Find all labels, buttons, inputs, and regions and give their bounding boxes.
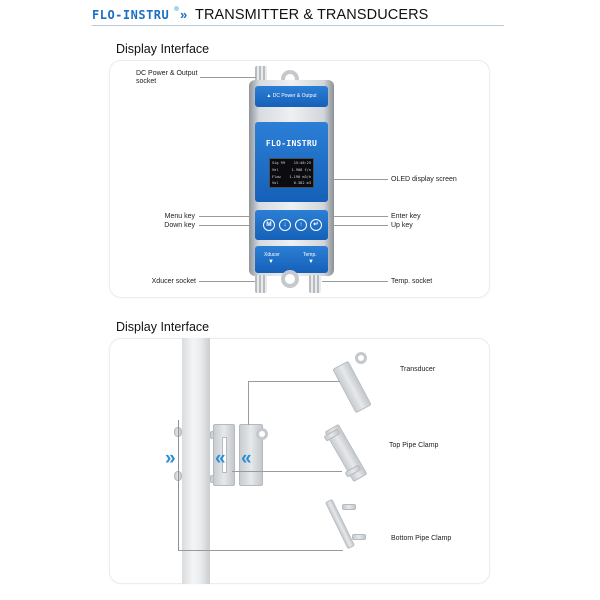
leader-line [248, 381, 340, 382]
dc-power-label-panel [255, 86, 328, 107]
down-arrow-icon: ▼ [268, 259, 274, 265]
callout-temp-socket: Temp. socket [391, 278, 433, 285]
clamp-arm [352, 534, 366, 540]
callout-bottom-pipe-clamp: Bottom Pipe Clamp [391, 535, 452, 542]
leader-line [248, 381, 249, 425]
clamp-arm [342, 504, 356, 510]
dc-power-label: ▲ DC Power & Output [266, 93, 317, 99]
oled-row: Vol 6.382 m3 [272, 181, 311, 186]
section-title-display-interface: Display Interface [116, 42, 210, 56]
up-key-button[interactable]: ↑ [295, 219, 307, 231]
display-panel [255, 122, 328, 202]
oled-display-screen [269, 158, 314, 188]
bottom-mount-knob [281, 270, 299, 288]
down-arrow-icon: ▼ [308, 259, 314, 265]
temp-connector [309, 275, 321, 293]
page-title: TRANSMITTER & TRANSDUCERS [195, 7, 429, 23]
xducer-connector [255, 275, 267, 293]
leader-line [232, 471, 342, 472]
oled-row: Vel 1.908 f/s [272, 167, 311, 172]
leader-line [330, 216, 388, 217]
down-key-button[interactable]: ↓ [279, 219, 291, 231]
leader-line [330, 225, 388, 226]
clamp-rod [178, 420, 179, 550]
temp-label: Temp. [303, 252, 317, 258]
socket-label-panel [255, 246, 328, 273]
leader-line [199, 225, 251, 226]
callout-xducer-socket: Xducer socket [151, 278, 196, 285]
keypad-panel [255, 210, 328, 240]
double-chevron-right-icon: » [165, 448, 170, 469]
callout-menu-key: Menu key [164, 213, 195, 220]
callout-top-pipe-clamp: Top Pipe Clamp [389, 442, 439, 449]
oled-row: Flow 1.190 m3/h [272, 174, 311, 179]
double-chevron-left-icon: « [215, 448, 220, 469]
device-brand: FLO-INSTRU [265, 139, 318, 148]
menu-key-button[interactable]: M [263, 219, 275, 231]
xducer-label: Xducer [264, 252, 280, 258]
leader-line [330, 179, 388, 180]
pipe-illustration [182, 338, 210, 584]
leader-line [322, 281, 388, 282]
double-chevron-icon: » [180, 7, 186, 22]
enter-key-button[interactable]: ↵ [310, 219, 322, 231]
double-chevron-left-icon: « [241, 448, 246, 469]
callout-up-key: Up key [391, 222, 413, 229]
oled-row: Sig 99 15:48:25 [272, 161, 311, 165]
transducer-cable-gland [355, 352, 367, 364]
leader-line [200, 77, 256, 78]
section-title-installation: Display Interface [116, 320, 210, 334]
logo-accent-icon [174, 6, 179, 11]
page-header [92, 6, 504, 26]
brand-logo: FLO-INSTRU [92, 8, 170, 22]
callout-dc-power: DC Power & Output socket [136, 70, 198, 85]
callout-transducer: Transducer [400, 366, 436, 373]
leader-line [199, 281, 255, 282]
callout-down-key: Down key [164, 222, 195, 229]
callout-enter-key: Enter key [391, 213, 421, 220]
callout-oled-screen: OLED display screen [391, 176, 457, 183]
leader-line [199, 216, 251, 217]
leader-line [178, 550, 343, 551]
transmitter-device [249, 80, 334, 276]
transducer-cable-gland [256, 428, 268, 440]
